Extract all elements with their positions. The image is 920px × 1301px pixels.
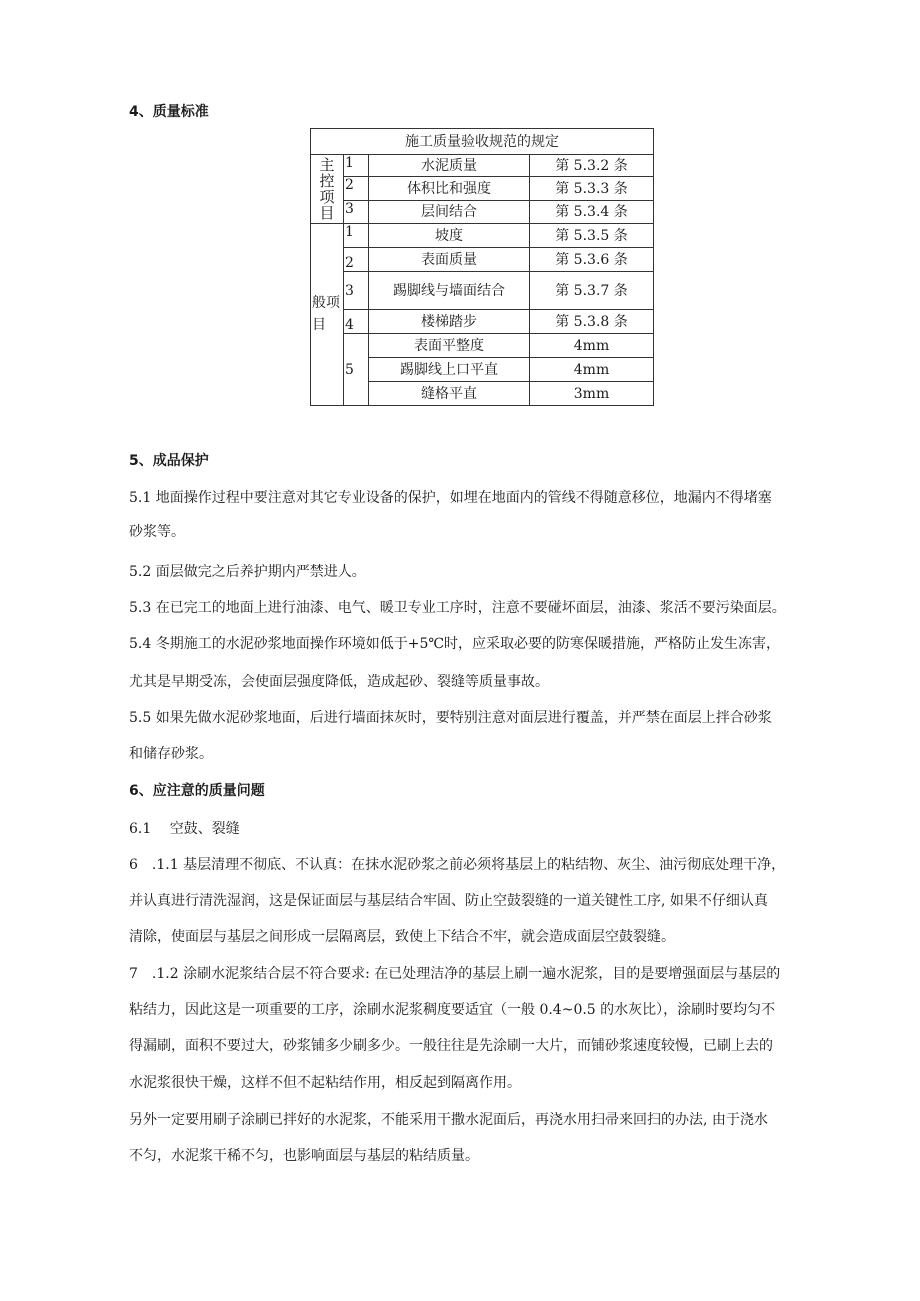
item-name: 表面平整度 bbox=[369, 334, 530, 358]
item-ref: 第 5.3.5 条 bbox=[530, 224, 654, 248]
item-name: 楼梯踏步 bbox=[369, 310, 530, 334]
item-name: 踢脚线与墙面结合 bbox=[369, 272, 530, 310]
section-5-heading: 5、成品保护 bbox=[129, 453, 209, 469]
paragraph-line: 水泥浆很快干燥，这样不但不起粘结作用，相反起到隔离作用。 bbox=[129, 1075, 521, 1091]
paragraph-line: 另外一定要用刷子涂刷已拌好的水泥浆，不能采用干撒水泥面后，再浇水用扫帚来回扫的办法, 由于浇水 bbox=[129, 1112, 768, 1128]
paragraph-line: 砂浆等。 bbox=[129, 524, 185, 540]
item-ref: 3mm bbox=[530, 382, 654, 406]
row-number: 4 bbox=[344, 310, 369, 334]
main-control-group-label: 主 控 项 目 bbox=[311, 155, 344, 224]
item-name: 踢脚线上口平直 bbox=[369, 358, 530, 382]
quality-standard-table bbox=[310, 128, 654, 406]
paragraph-line: 7 .1.2 涂刷水泥浆结合层不符合要求: 在已处理洁净的基层上刷一遍水泥浆，目的是要增强面层与基层的 bbox=[129, 966, 781, 982]
item-ref: 第 5.3.3 条 bbox=[530, 177, 654, 201]
item-ref: 4mm bbox=[530, 334, 654, 358]
row-number: 2 bbox=[344, 248, 369, 272]
item-name: 水泥质量 bbox=[369, 155, 530, 177]
item-name: 层间结合 bbox=[369, 201, 530, 224]
paragraph-line: 6 .1.1 基层清理不彻底、不认真：在抹水泥砂浆之前必须将基层上的粘结物、灰尘、油污彻底处理干净， bbox=[129, 857, 786, 873]
paragraph-line: 5.5 如果先做水泥砂浆地面，后进行墙面抹灰时，要特别注意对面层进行覆盖，并严禁在面层上拌合砂浆 bbox=[129, 710, 772, 726]
general-group-label: 般项 目 bbox=[311, 224, 344, 406]
paragraph-line: 5.2 面层做完之后养护期内严禁进人。 bbox=[129, 564, 366, 580]
row-number: 1 bbox=[344, 224, 369, 248]
paragraph-line: 并认真进行清洗湿润，这是保证面层与基层结合牢固、防止空鼓裂缝的一道关键性工序, 如果不仔细认真 bbox=[129, 893, 768, 909]
item-ref: 第 5.3.7 条 bbox=[530, 272, 654, 310]
section-4-heading: 4、质量标准 bbox=[129, 104, 209, 120]
row-number: 5 bbox=[344, 334, 369, 406]
paragraph-line: 5.4 冬期施工的水泥砂浆地面操作环境如低于+5℃时，应采取必要的防寒保暖措施，严格防止发生冻害， bbox=[129, 636, 781, 652]
item-name: 表面质量 bbox=[369, 248, 530, 272]
paragraph-line: 粘结力，因此这是一项重要的工序，涂刷水泥浆稠度要适宜（一般 0.4~0.5 的水灰比），涂刷时要均匀不 bbox=[129, 1002, 776, 1018]
paragraph-line: 不匀，水泥浆干稀不匀，也影响面层与基层的粘结质量。 bbox=[129, 1148, 479, 1164]
item-name: 体积比和强度 bbox=[369, 177, 530, 201]
paragraph-line: 和储存砂浆。 bbox=[129, 746, 213, 762]
paragraph-line: 得漏刷，面积不要过大，砂浆铺多少刷多少。一般往往是先涂刷一大片，而铺砂浆速度较慢，已刷上去的 bbox=[129, 1038, 773, 1054]
paragraph-line: 清除，使面层与基层之间形成一层隔离层，致使上下结合不牢，就会造成面层空鼓裂缝。 bbox=[129, 929, 675, 945]
section-6-heading: 6、应注意的质量问题 bbox=[129, 783, 265, 799]
paragraph-line: 5.1 地面操作过程中要注意对其它专业设备的保护，如埋在地面内的管线不得随意移位，地漏内不得堵塞 bbox=[129, 490, 772, 506]
item-ref: 第 5.3.2 条 bbox=[530, 155, 654, 177]
item-name: 坡度 bbox=[369, 224, 530, 248]
row-number: 3 bbox=[344, 272, 369, 310]
row-number: 3 bbox=[344, 201, 369, 224]
paragraph-line: 尤其是早期受冻，会使面层强度降低，造成起砂、裂缝等质量事故。 bbox=[129, 674, 549, 690]
subsection-title: 6.1 空鼓、裂缝 bbox=[129, 821, 240, 837]
table-title: 施工质量验收规范的规定 bbox=[311, 129, 654, 155]
item-name: 缝格平直 bbox=[369, 382, 530, 406]
item-ref: 第 5.3.6 条 bbox=[530, 248, 654, 272]
item-ref: 4mm bbox=[530, 358, 654, 382]
item-ref: 第 5.3.4 条 bbox=[530, 201, 654, 224]
row-number: 1 bbox=[344, 155, 369, 177]
row-number: 2 bbox=[344, 177, 369, 201]
paragraph-line: 5.3 在已完工的地面上进行油漆、电气、暖卫专业工序时，注意不要碰坏面层，油漆、浆活不要污染面层。 bbox=[129, 600, 786, 616]
item-ref: 第 5.3.8 条 bbox=[530, 310, 654, 334]
